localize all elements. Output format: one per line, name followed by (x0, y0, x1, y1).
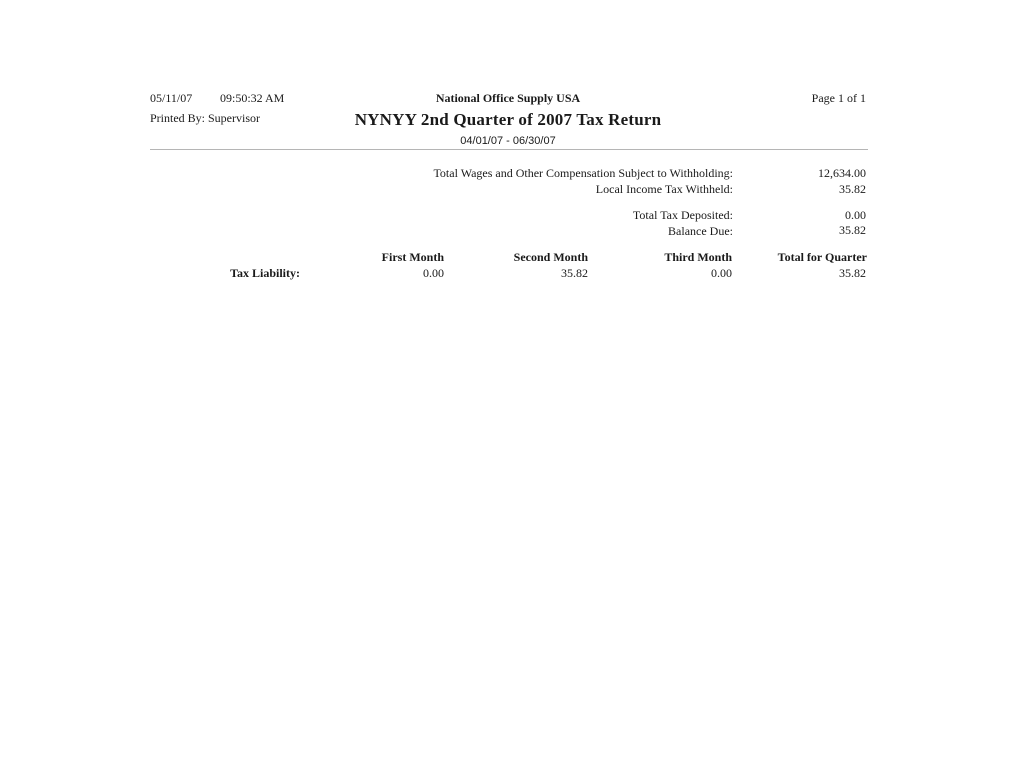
second-month-value: 35.82 (561, 266, 588, 280)
third-month-value: 0.00 (711, 266, 732, 280)
withheld-value: 35.82 (839, 182, 866, 196)
report-date: 05/11/07 (150, 91, 193, 105)
balance-value: 35.82 (839, 223, 866, 237)
tax-liability-label: Tax Liability: (230, 266, 300, 280)
total-quarter-value: 35.82 (839, 266, 866, 280)
page-number: Page 1 of 1 (811, 91, 866, 105)
wages-value: 12,634.00 (818, 166, 866, 180)
column-header-first-month: First Month (381, 250, 444, 264)
deposited-value: 0.00 (845, 208, 866, 222)
header-divider (150, 149, 868, 150)
date-range: 04/01/07 - 06/30/07 (460, 135, 556, 147)
report-time: 09:50:32 AM (220, 91, 285, 105)
withheld-label: Local Income Tax Withheld: (595, 182, 733, 196)
wages-label: Total Wages and Other Compensation Subject to Withholding: (433, 166, 733, 180)
column-header-total-quarter: Total for Quarter (777, 250, 867, 264)
company-name: National Office Supply USA (435, 91, 581, 105)
first-month-value: 0.00 (423, 266, 444, 280)
report-title: NYNYY 2nd Quarter of 2007 Tax Return (354, 110, 662, 129)
column-header-third-month: Third Month (664, 250, 732, 264)
balance-label: Balance Due: (668, 224, 733, 238)
deposited-label: Total Tax Deposited: (632, 208, 733, 222)
column-header-second-month: Second Month (513, 250, 588, 264)
printed-by: Printed By: Supervisor (150, 111, 260, 125)
